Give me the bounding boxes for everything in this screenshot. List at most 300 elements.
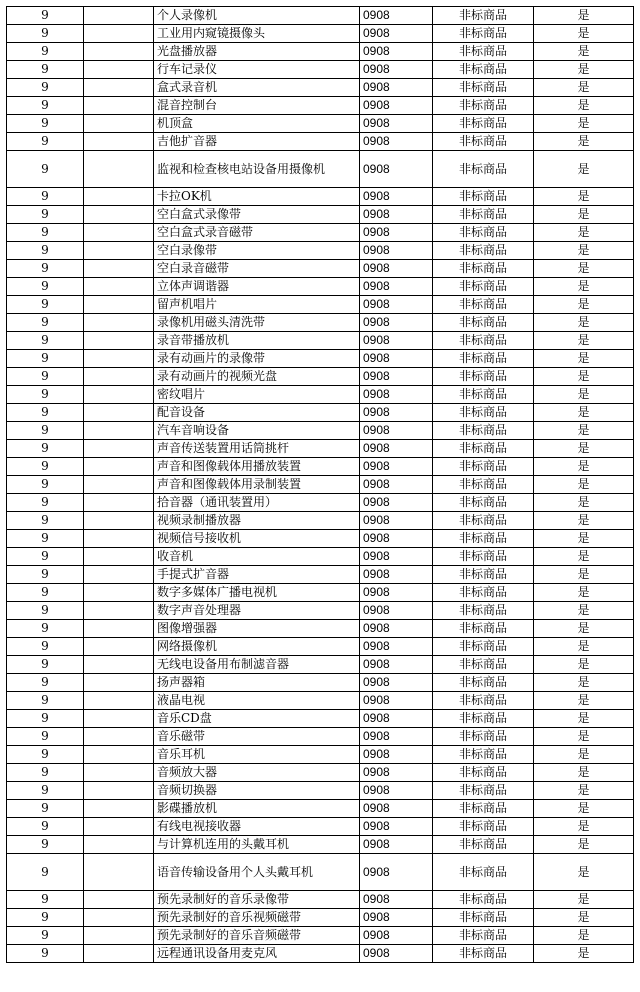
group-code-cell: 0908 [360, 782, 433, 800]
blank-cell [84, 909, 154, 927]
class-cell: 9 [7, 422, 84, 440]
group-code-cell: 0908 [360, 710, 433, 728]
flag-cell: 是 [534, 206, 634, 224]
flag-cell: 是 [534, 314, 634, 332]
goods-type-cell: 非标商品 [433, 188, 534, 206]
table-row [7, 7, 634, 25]
goods-type-cell: 非标商品 [433, 260, 534, 278]
group-code-cell: 0908 [360, 602, 433, 620]
group-code-cell: 0908 [360, 566, 433, 584]
goods-type-cell: 非标商品 [433, 494, 534, 512]
flag-cell: 是 [534, 764, 634, 782]
group-code-cell: 0908 [360, 674, 433, 692]
group-code-cell: 0908 [360, 458, 433, 476]
class-cell: 9 [7, 818, 84, 836]
group-code-cell: 0908 [360, 278, 433, 296]
flag-cell: 是 [534, 188, 634, 206]
goods-type-cell: 非标商品 [433, 638, 534, 656]
goods-type-cell: 非标商品 [433, 242, 534, 260]
class-cell: 9 [7, 242, 84, 260]
blank-cell [84, 566, 154, 584]
blank-cell [84, 115, 154, 133]
goods-name-cell: 声音和图像载体用播放装置 [154, 458, 360, 476]
flag-cell: 是 [534, 79, 634, 97]
class-cell: 9 [7, 530, 84, 548]
goods-type-cell: 非标商品 [433, 530, 534, 548]
flag-cell: 是 [534, 602, 634, 620]
blank-cell [84, 728, 154, 746]
group-code-cell: 0908 [360, 206, 433, 224]
flag-cell: 是 [534, 25, 634, 43]
flag-cell: 是 [534, 854, 634, 891]
table-row [7, 692, 634, 710]
goods-name-cell: 个人录像机 [154, 7, 360, 25]
group-code-cell: 0908 [360, 836, 433, 854]
class-cell: 9 [7, 692, 84, 710]
flag-cell: 是 [534, 43, 634, 61]
goods-name-cell: 汽车音响设备 [154, 422, 360, 440]
goods-type-cell: 非标商品 [433, 728, 534, 746]
flag-cell: 是 [534, 836, 634, 854]
blank-cell [84, 854, 154, 891]
group-code-cell: 0908 [360, 927, 433, 945]
goods-type-cell: 非标商品 [433, 927, 534, 945]
class-cell: 9 [7, 728, 84, 746]
goods-name-cell: 空白盒式录像带 [154, 206, 360, 224]
table-row [7, 188, 634, 206]
table-row [7, 656, 634, 674]
goods-type-cell: 非标商品 [433, 656, 534, 674]
flag-cell: 是 [534, 728, 634, 746]
group-code-cell: 0908 [360, 746, 433, 764]
blank-cell [84, 404, 154, 422]
class-cell: 9 [7, 350, 84, 368]
blank-cell [84, 548, 154, 566]
flag-cell: 是 [534, 494, 634, 512]
goods-name-cell: 密纹唱片 [154, 386, 360, 404]
class-cell: 9 [7, 314, 84, 332]
goods-table [6, 6, 634, 963]
goods-type-cell: 非标商品 [433, 566, 534, 584]
group-code-cell: 0908 [360, 350, 433, 368]
class-cell: 9 [7, 115, 84, 133]
goods-name-cell: 有线电视接收器 [154, 818, 360, 836]
class-cell: 9 [7, 458, 84, 476]
goods-name-cell: 监视和检查核电站设备用摄像机 [154, 151, 360, 188]
blank-cell [84, 638, 154, 656]
goods-name-cell: 数字多媒体广播电视机 [154, 584, 360, 602]
goods-name-cell: 空白盒式录音磁带 [154, 224, 360, 242]
class-cell: 9 [7, 278, 84, 296]
goods-type-cell: 非标商品 [433, 584, 534, 602]
goods-type-cell: 非标商品 [433, 61, 534, 79]
table-row [7, 909, 634, 927]
blank-cell [84, 782, 154, 800]
blank-cell [84, 656, 154, 674]
class-cell: 9 [7, 133, 84, 151]
flag-cell: 是 [534, 7, 634, 25]
group-code-cell: 0908 [360, 242, 433, 260]
flag-cell: 是 [534, 710, 634, 728]
goods-name-cell: 远程通讯设备用麦克风 [154, 945, 360, 963]
table-row [7, 151, 634, 188]
flag-cell: 是 [534, 242, 634, 260]
goods-type-cell: 非标商品 [433, 512, 534, 530]
group-code-cell: 0908 [360, 43, 433, 61]
goods-name-cell: 预先录制好的音乐录像带 [154, 891, 360, 909]
goods-name-cell: 音乐磁带 [154, 728, 360, 746]
table-row [7, 314, 634, 332]
class-cell: 9 [7, 945, 84, 963]
table-row [7, 530, 634, 548]
group-code-cell: 0908 [360, 368, 433, 386]
class-cell: 9 [7, 927, 84, 945]
goods-type-cell: 非标商品 [433, 206, 534, 224]
goods-type-cell: 非标商品 [433, 278, 534, 296]
flag-cell: 是 [534, 260, 634, 278]
flag-cell: 是 [534, 584, 634, 602]
blank-cell [84, 79, 154, 97]
blank-cell [84, 494, 154, 512]
table-row [7, 458, 634, 476]
goods-type-cell: 非标商品 [433, 800, 534, 818]
goods-name-cell: 拾音器（通讯装置用） [154, 494, 360, 512]
blank-cell [84, 422, 154, 440]
goods-name-cell: 盒式录音机 [154, 79, 360, 97]
group-code-cell: 0908 [360, 133, 433, 151]
goods-type-cell: 非标商品 [433, 350, 534, 368]
blank-cell [84, 512, 154, 530]
class-cell: 9 [7, 512, 84, 530]
goods-name-cell: 录有动画片的视频光盘 [154, 368, 360, 386]
blank-cell [84, 764, 154, 782]
group-code-cell: 0908 [360, 530, 433, 548]
table-row [7, 296, 634, 314]
table-row [7, 332, 634, 350]
table-row [7, 278, 634, 296]
goods-type-cell: 非标商品 [433, 620, 534, 638]
group-code-cell: 0908 [360, 476, 433, 494]
goods-type-cell: 非标商品 [433, 854, 534, 891]
class-cell: 9 [7, 548, 84, 566]
table-row [7, 512, 634, 530]
table-row [7, 422, 634, 440]
group-code-cell: 0908 [360, 692, 433, 710]
goods-name-cell: 视频信号接收机 [154, 530, 360, 548]
goods-name-cell: 音频放大器 [154, 764, 360, 782]
goods-type-cell: 非标商品 [433, 836, 534, 854]
class-cell: 9 [7, 151, 84, 188]
goods-name-cell: 光盘播放器 [154, 43, 360, 61]
table-row [7, 25, 634, 43]
group-code-cell: 0908 [360, 818, 433, 836]
group-code-cell: 0908 [360, 97, 433, 115]
group-code-cell: 0908 [360, 728, 433, 746]
table-row [7, 79, 634, 97]
blank-cell [84, 224, 154, 242]
class-cell: 9 [7, 710, 84, 728]
group-code-cell: 0908 [360, 224, 433, 242]
group-code-cell: 0908 [360, 620, 433, 638]
class-cell: 9 [7, 43, 84, 61]
goods-type-cell: 非标商品 [433, 314, 534, 332]
blank-cell [84, 278, 154, 296]
class-cell: 9 [7, 782, 84, 800]
goods-name-cell: 立体声调谐器 [154, 278, 360, 296]
class-cell: 9 [7, 638, 84, 656]
table-row [7, 746, 634, 764]
table-row [7, 620, 634, 638]
goods-type-cell: 非标商品 [433, 458, 534, 476]
goods-type-cell: 非标商品 [433, 909, 534, 927]
group-code-cell: 0908 [360, 764, 433, 782]
blank-cell [84, 584, 154, 602]
flag-cell: 是 [534, 368, 634, 386]
blank-cell [84, 151, 154, 188]
table-row [7, 494, 634, 512]
flag-cell: 是 [534, 151, 634, 188]
table-row [7, 206, 634, 224]
table-row [7, 945, 634, 963]
group-code-cell: 0908 [360, 115, 433, 133]
group-code-cell: 0908 [360, 638, 433, 656]
blank-cell [84, 368, 154, 386]
group-code-cell: 0908 [360, 332, 433, 350]
goods-name-cell: 行车记录仪 [154, 61, 360, 79]
blank-cell [84, 314, 154, 332]
flag-cell: 是 [534, 818, 634, 836]
flag-cell: 是 [534, 909, 634, 927]
blank-cell [84, 7, 154, 25]
blank-cell [84, 25, 154, 43]
flag-cell: 是 [534, 530, 634, 548]
blank-cell [84, 188, 154, 206]
class-cell: 9 [7, 494, 84, 512]
table-row [7, 891, 634, 909]
group-code-cell: 0908 [360, 61, 433, 79]
class-cell: 9 [7, 566, 84, 584]
table-row [7, 818, 634, 836]
class-cell: 9 [7, 746, 84, 764]
group-code-cell: 0908 [360, 422, 433, 440]
table-row [7, 782, 634, 800]
goods-type-cell: 非标商品 [433, 296, 534, 314]
flag-cell: 是 [534, 350, 634, 368]
group-code-cell: 0908 [360, 656, 433, 674]
class-cell: 9 [7, 25, 84, 43]
group-code-cell: 0908 [360, 7, 433, 25]
goods-name-cell: 空白录像带 [154, 242, 360, 260]
table-row [7, 710, 634, 728]
flag-cell: 是 [534, 332, 634, 350]
goods-type-cell: 非标商品 [433, 7, 534, 25]
table-row [7, 566, 634, 584]
class-cell: 9 [7, 386, 84, 404]
blank-cell [84, 386, 154, 404]
class-cell: 9 [7, 296, 84, 314]
table-row [7, 133, 634, 151]
flag-cell: 是 [534, 224, 634, 242]
goods-name-cell: 扬声器箱 [154, 674, 360, 692]
class-cell: 9 [7, 800, 84, 818]
goods-name-cell: 配音设备 [154, 404, 360, 422]
table-row [7, 584, 634, 602]
class-cell: 9 [7, 656, 84, 674]
table-row [7, 602, 634, 620]
flag-cell: 是 [534, 692, 634, 710]
goods-type-cell: 非标商品 [433, 548, 534, 566]
blank-cell [84, 242, 154, 260]
goods-type-cell: 非标商品 [433, 764, 534, 782]
goods-type-cell: 非标商品 [433, 440, 534, 458]
group-code-cell: 0908 [360, 548, 433, 566]
goods-type-cell: 非标商品 [433, 368, 534, 386]
table-row [7, 927, 634, 945]
goods-name-cell: 无线电设备用布制滤音器 [154, 656, 360, 674]
group-code-cell: 0908 [360, 494, 433, 512]
class-cell: 9 [7, 368, 84, 386]
goods-name-cell: 音乐CD盘 [154, 710, 360, 728]
flag-cell: 是 [534, 404, 634, 422]
table-row [7, 115, 634, 133]
table-row [7, 674, 634, 692]
goods-name-cell: 工业用内窥镜摄像头 [154, 25, 360, 43]
blank-cell [84, 260, 154, 278]
goods-type-cell: 非标商品 [433, 43, 534, 61]
class-cell: 9 [7, 7, 84, 25]
goods-name-cell: 机顶盒 [154, 115, 360, 133]
flag-cell: 是 [534, 927, 634, 945]
flag-cell: 是 [534, 422, 634, 440]
group-code-cell: 0908 [360, 151, 433, 188]
flag-cell: 是 [534, 638, 634, 656]
goods-type-cell: 非标商品 [433, 115, 534, 133]
goods-name-cell: 卡拉OK机 [154, 188, 360, 206]
goods-name-cell: 视频录制播放器 [154, 512, 360, 530]
table-row [7, 224, 634, 242]
goods-type-cell: 非标商品 [433, 151, 534, 188]
class-cell: 9 [7, 224, 84, 242]
goods-type-cell: 非标商品 [433, 476, 534, 494]
flag-cell: 是 [534, 548, 634, 566]
table-row [7, 404, 634, 422]
goods-type-cell: 非标商品 [433, 891, 534, 909]
table-row [7, 836, 634, 854]
table-row [7, 350, 634, 368]
goods-name-cell: 预先录制好的音乐音频磁带 [154, 927, 360, 945]
blank-cell [84, 800, 154, 818]
flag-cell: 是 [534, 782, 634, 800]
class-cell: 9 [7, 188, 84, 206]
class-cell: 9 [7, 61, 84, 79]
group-code-cell: 0908 [360, 260, 433, 278]
class-cell: 9 [7, 260, 84, 278]
blank-cell [84, 891, 154, 909]
goods-type-cell: 非标商品 [433, 97, 534, 115]
blank-cell [84, 836, 154, 854]
blank-cell [84, 927, 154, 945]
goods-type-cell: 非标商品 [433, 422, 534, 440]
table-row [7, 43, 634, 61]
blank-cell [84, 692, 154, 710]
class-cell: 9 [7, 891, 84, 909]
table-row [7, 548, 634, 566]
goods-name-cell: 数字声音处理器 [154, 602, 360, 620]
blank-cell [84, 458, 154, 476]
goods-name-cell: 影碟播放机 [154, 800, 360, 818]
goods-type-cell: 非标商品 [433, 224, 534, 242]
goods-name-cell: 预先录制好的音乐视频磁带 [154, 909, 360, 927]
flag-cell: 是 [534, 674, 634, 692]
goods-type-cell: 非标商品 [433, 602, 534, 620]
flag-cell: 是 [534, 945, 634, 963]
goods-name-cell: 录有动画片的录像带 [154, 350, 360, 368]
goods-table-body [7, 7, 634, 963]
flag-cell: 是 [534, 386, 634, 404]
group-code-cell: 0908 [360, 25, 433, 43]
flag-cell: 是 [534, 296, 634, 314]
blank-cell [84, 602, 154, 620]
flag-cell: 是 [534, 566, 634, 584]
group-code-cell: 0908 [360, 891, 433, 909]
table-row [7, 260, 634, 278]
flag-cell: 是 [534, 278, 634, 296]
goods-name-cell: 声音和图像载体用录制装置 [154, 476, 360, 494]
group-code-cell: 0908 [360, 512, 433, 530]
class-cell: 9 [7, 476, 84, 494]
blank-cell [84, 530, 154, 548]
flag-cell: 是 [534, 620, 634, 638]
goods-name-cell: 网络摄像机 [154, 638, 360, 656]
blank-cell [84, 61, 154, 79]
class-cell: 9 [7, 764, 84, 782]
group-code-cell: 0908 [360, 79, 433, 97]
goods-type-cell: 非标商品 [433, 818, 534, 836]
group-code-cell: 0908 [360, 440, 433, 458]
group-code-cell: 0908 [360, 945, 433, 963]
flag-cell: 是 [534, 133, 634, 151]
blank-cell [84, 43, 154, 61]
blank-cell [84, 710, 154, 728]
class-cell: 9 [7, 206, 84, 224]
table-row [7, 800, 634, 818]
goods-name-cell: 吉他扩音器 [154, 133, 360, 151]
class-cell: 9 [7, 854, 84, 891]
class-cell: 9 [7, 674, 84, 692]
blank-cell [84, 746, 154, 764]
table-row [7, 764, 634, 782]
flag-cell: 是 [534, 512, 634, 530]
class-cell: 9 [7, 440, 84, 458]
goods-name-cell: 手提式扩音器 [154, 566, 360, 584]
blank-cell [84, 945, 154, 963]
table-row [7, 440, 634, 458]
goods-name-cell: 音乐耳机 [154, 746, 360, 764]
table-row [7, 476, 634, 494]
group-code-cell: 0908 [360, 296, 433, 314]
blank-cell [84, 620, 154, 638]
table-row [7, 97, 634, 115]
goods-type-cell: 非标商品 [433, 746, 534, 764]
table-row [7, 368, 634, 386]
flag-cell: 是 [534, 97, 634, 115]
blank-cell [84, 350, 154, 368]
blank-cell [84, 440, 154, 458]
blank-cell [84, 206, 154, 224]
goods-name-cell: 留声机唱片 [154, 296, 360, 314]
goods-type-cell: 非标商品 [433, 945, 534, 963]
class-cell: 9 [7, 79, 84, 97]
